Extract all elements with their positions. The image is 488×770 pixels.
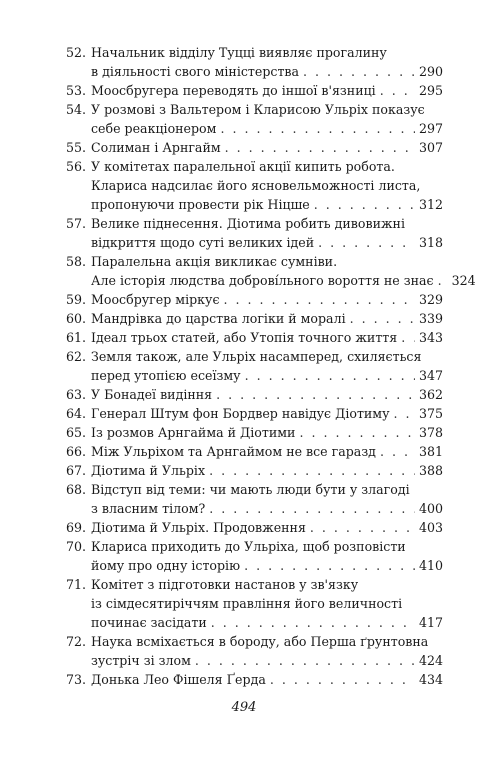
dot-leader <box>209 461 415 480</box>
chapter-title-final-line <box>91 138 443 157</box>
chapter-title-block <box>91 518 443 537</box>
chapter-title-final-line <box>91 62 443 81</box>
page-reference: 375 <box>418 406 443 421</box>
chapter-title-line: в діяльності свого міністерства <box>91 64 300 79</box>
table-of-contents <box>66 43 476 689</box>
chapter-number: 57. <box>66 216 87 231</box>
chapter-title-block <box>91 537 443 575</box>
chapter-title-final-line <box>91 195 443 214</box>
page-reference: 324 <box>451 273 476 288</box>
chapter-number: 66. <box>66 444 87 459</box>
page-reference: 339 <box>418 311 443 326</box>
chapter-title-block <box>91 347 443 385</box>
chapter-title-line: Клариса приходить до Ульріха, щоб розповісти <box>91 539 406 554</box>
toc-entry <box>66 214 443 252</box>
page-reference: 410 <box>418 558 443 573</box>
chapter-title-final-line <box>91 385 443 404</box>
chapter-title-block <box>91 43 443 81</box>
chapter-title-block <box>91 328 443 347</box>
chapter-title-line: Діотима й Ульріх <box>91 463 206 478</box>
chapter-title-final-line <box>91 328 443 347</box>
chapter-title-line: Начальник відділу Туцці виявляє прогалину <box>91 45 387 60</box>
chapter-title-line: У розмові з Вальтером і Кларисою Ульріх показує <box>91 102 425 117</box>
chapter-number: 56. <box>66 159 87 174</box>
toc-entry <box>66 385 443 404</box>
chapter-title-line: йому про одну історію <box>91 558 241 573</box>
chapter-number: 60. <box>66 311 87 326</box>
toc-entry <box>66 157 443 214</box>
page-reference: 307 <box>418 140 443 155</box>
chapter-title-line: Велике піднесення. Діотима робить дивовижні <box>91 216 405 231</box>
toc-entry <box>66 461 443 480</box>
chapter-title-line: У Бонадеї видіння <box>91 387 213 402</box>
toc-entry <box>66 480 443 518</box>
toc-entry <box>66 309 443 328</box>
dot-leader <box>380 442 415 461</box>
chapter-title-line: Моосбругер міркує <box>91 292 220 307</box>
dot-leader <box>401 328 415 347</box>
chapter-title-final-line <box>91 613 443 632</box>
chapter-title-block <box>91 157 443 214</box>
toc-entry <box>66 537 443 575</box>
dot-leader <box>195 651 415 670</box>
page-reference: 417 <box>418 615 443 630</box>
dot-leader <box>380 81 415 100</box>
dot-leader <box>310 518 415 537</box>
page-reference: 343 <box>418 330 443 345</box>
dot-leader <box>303 62 415 81</box>
chapter-number: 64. <box>66 406 87 421</box>
chapter-title-block <box>91 309 443 328</box>
chapter-title-final-line <box>91 366 443 385</box>
chapter-title-line: Земля також, але Ульріх насамперед, схиляється <box>91 349 422 364</box>
toc-entry <box>66 138 443 157</box>
chapter-title-final-line <box>91 404 443 423</box>
chapter-title-line: перед утопією есеїзму <box>91 368 241 383</box>
dot-leader <box>394 404 415 423</box>
chapter-title-final-line <box>91 651 443 670</box>
toc-entry <box>66 347 443 385</box>
dot-leader <box>220 119 415 138</box>
chapter-title-line: Донька Лео Фішеля Ґерда <box>91 672 266 687</box>
chapter-title-line: Генерал Штум фон Бордвер навідує Діотиму <box>91 406 390 421</box>
chapter-title-block <box>91 442 443 461</box>
page-reference: 378 <box>418 425 443 440</box>
toc-entry <box>66 328 443 347</box>
chapter-number: 65. <box>66 425 87 440</box>
chapter-title-final-line <box>91 670 443 689</box>
chapter-number: 71. <box>66 577 87 592</box>
chapter-title-block <box>91 670 443 689</box>
toc-entry <box>66 290 443 309</box>
dot-leader <box>270 670 415 689</box>
dot-leader <box>209 499 415 518</box>
toc-entry <box>66 43 443 81</box>
chapter-number: 61. <box>66 330 87 345</box>
chapter-number: 53. <box>66 83 87 98</box>
toc-entry <box>66 404 443 423</box>
chapter-title-line: відкриття щодо суті великих ідей <box>91 235 315 250</box>
chapter-title-line: починає засідати <box>91 615 207 630</box>
chapter-title-final-line <box>91 461 443 480</box>
chapter-number: 73. <box>66 672 87 687</box>
chapter-number: 58. <box>66 254 87 269</box>
toc-entry <box>66 100 443 138</box>
chapter-number: 68. <box>66 482 87 497</box>
dot-leader <box>299 423 415 442</box>
chapter-title-final-line <box>91 556 443 575</box>
page-reference: 318 <box>418 235 443 250</box>
chapter-number: 69. <box>66 520 87 535</box>
chapter-title-block <box>91 214 443 252</box>
chapter-number: 62. <box>66 349 87 364</box>
dot-leader <box>244 556 415 575</box>
page-reference: 424 <box>418 653 443 668</box>
chapter-number: 54. <box>66 102 87 117</box>
chapter-title-block <box>91 252 476 290</box>
chapter-title-final-line <box>91 423 443 442</box>
dot-leader <box>318 233 415 252</box>
chapter-title-line: зустріч зі злом <box>91 653 191 668</box>
page-reference: 434 <box>418 672 443 687</box>
chapter-number: 72. <box>66 634 87 649</box>
chapter-title-line: Солиман і Арнгайм <box>91 140 221 155</box>
dot-leader <box>225 138 415 157</box>
chapter-title-line: із сімдесятиріччям правління його величності <box>91 596 403 611</box>
dot-leader <box>314 195 415 214</box>
dot-leader <box>211 613 415 632</box>
chapter-title-line: Моосбругера переводять до іншої в'язниці <box>91 83 376 98</box>
toc-entry <box>66 442 443 461</box>
chapter-title-block <box>91 404 443 423</box>
page-reference: 329 <box>418 292 443 307</box>
chapter-title-block <box>91 575 443 632</box>
chapter-title-line: себе реакціонером <box>91 121 217 136</box>
chapter-title-final-line <box>91 442 443 461</box>
toc-entry <box>66 518 443 537</box>
page-reference: 388 <box>418 463 443 478</box>
chapter-number: 67. <box>66 463 87 478</box>
chapter-title-block <box>91 138 443 157</box>
chapter-number: 70. <box>66 539 87 554</box>
chapter-title-final-line <box>91 499 443 518</box>
chapter-title-block <box>91 385 443 404</box>
chapter-title-line: Відступ від теми: чи мають люди бути у злагоді <box>91 482 410 497</box>
chapter-title-line: Мандрівка до царства логіки й моралі <box>91 311 346 326</box>
chapter-number: 63. <box>66 387 87 402</box>
chapter-title-block <box>91 100 443 138</box>
chapter-title-line: Діотима й Ульріх. Продовження <box>91 520 306 535</box>
page-reference: 295 <box>418 83 443 98</box>
dot-leader <box>224 290 415 309</box>
chapter-title-line: Комітет з підготовки настанов у зв'язку <box>91 577 359 592</box>
chapter-title-line: Наука всміхається в бороду, або Перша ґрунтовна <box>91 634 429 649</box>
chapter-title-line: Паралельна акція викликає сумніви. <box>91 254 338 269</box>
chapter-title-line: Клариса надсилає його ясновельможності листа, <box>91 178 421 193</box>
chapter-title-block <box>91 480 443 518</box>
chapter-title-final-line <box>91 81 443 100</box>
chapter-title-line: Але історія людства доброві́льного вороття не знає <box>91 273 434 288</box>
page-reference: 400 <box>418 501 443 516</box>
chapter-number: 59. <box>66 292 87 307</box>
page-reference: 312 <box>418 197 443 212</box>
chapter-title-line: Ідеал трьох статей, або Утопія точного життя <box>91 330 398 345</box>
page-reference: 347 <box>418 368 443 383</box>
page-reference: 297 <box>418 121 443 136</box>
dot-leader <box>216 385 415 404</box>
chapter-title-line: Між Ульріхом та Арнгаймом не все гаразд <box>91 444 376 459</box>
chapter-title-final-line <box>91 119 443 138</box>
chapter-title-block <box>91 461 443 480</box>
toc-entry <box>66 252 476 290</box>
chapter-title-final-line <box>91 233 443 252</box>
page-reference: 381 <box>418 444 443 459</box>
chapter-title-final-line <box>91 518 443 537</box>
toc-entry <box>66 81 443 100</box>
chapter-title-line: Із розмов Арнгайма й Діотими <box>91 425 296 440</box>
toc-entry <box>66 575 443 632</box>
chapter-title-line: з власним тілом? <box>91 501 206 516</box>
chapter-title-block <box>91 423 443 442</box>
page-reference: 403 <box>418 520 443 535</box>
toc-entry <box>66 632 443 670</box>
chapter-title-final-line <box>91 290 443 309</box>
chapter-title-block <box>91 81 443 100</box>
chapter-number: 55. <box>66 140 87 155</box>
chapter-title-line: У комітетах паралельної акції кипить робота. <box>91 159 395 174</box>
page-reference: 362 <box>418 387 443 402</box>
dot-leader <box>438 271 448 290</box>
toc-entry <box>66 423 443 442</box>
chapter-title-block <box>91 632 443 670</box>
chapter-number: 52. <box>66 45 87 60</box>
chapter-title-line: пропонуючи провести рік Ніцше <box>91 197 310 212</box>
chapter-title-final-line <box>91 309 443 328</box>
dot-leader <box>245 366 415 385</box>
toc-entry <box>66 670 443 689</box>
chapter-title-final-line <box>91 271 476 290</box>
chapter-title-block <box>91 290 443 309</box>
page-reference: 290 <box>418 64 443 79</box>
dot-leader <box>350 309 415 328</box>
page-number: 494 <box>231 700 257 715</box>
